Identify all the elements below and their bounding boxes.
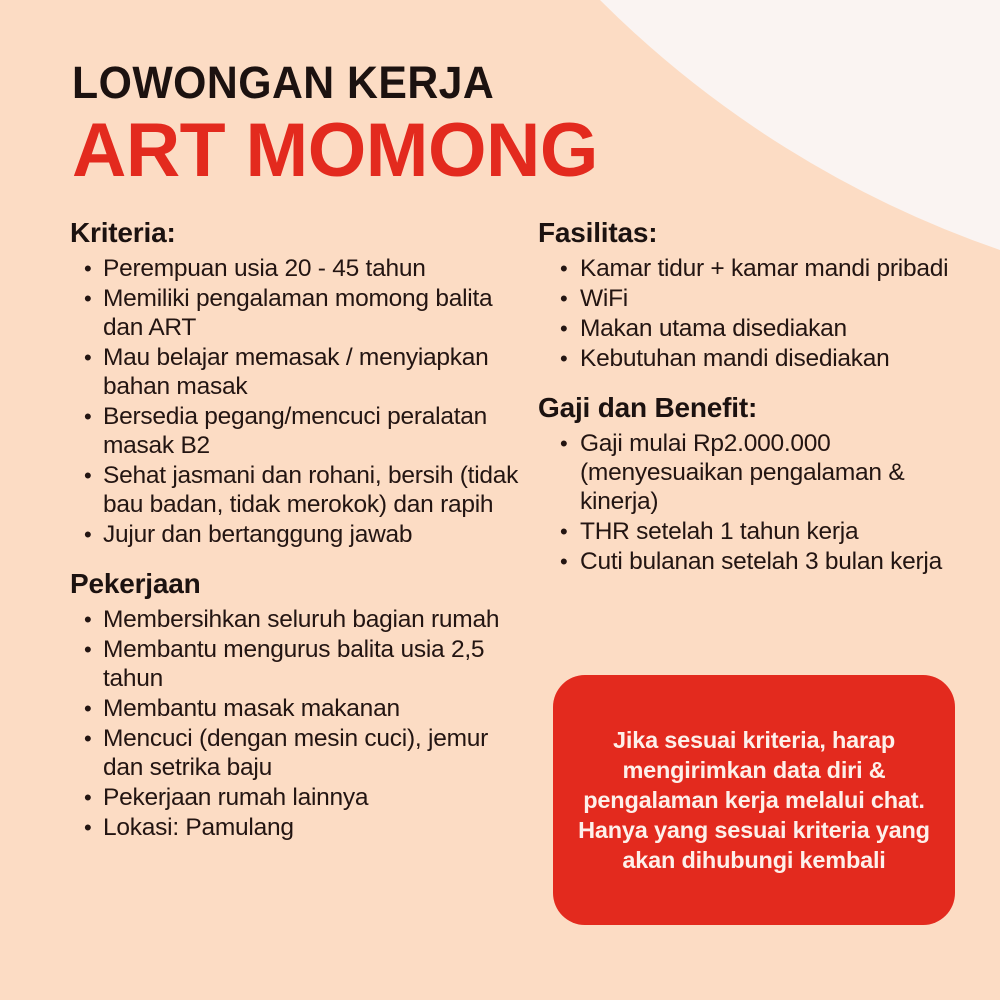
fasilitas-heading: Fasilitas: xyxy=(538,217,658,248)
list-item: • Mencuci (dengan mesin cuci), jemur dan setrika baju xyxy=(70,724,525,782)
list-item: • Bersedia pegang/mencuci peralatan masak B2 xyxy=(70,402,525,460)
left-column xyxy=(70,216,525,846)
list-item: • Kamar tidur + kamar mandi pribadi xyxy=(538,254,970,283)
list-item: • Mau belajar memasak / menyiapkan bahan masak xyxy=(70,343,525,401)
list-item: • Membantu masak makanan xyxy=(70,694,525,723)
kriteria-list xyxy=(70,254,525,549)
poster-header xyxy=(72,58,952,192)
header-subtitle: LOWONGAN KERJA xyxy=(72,57,495,108)
gaji-heading: Gaji dan Benefit: xyxy=(538,392,758,423)
pekerjaan-heading: Pekerjaan xyxy=(70,568,201,599)
fasilitas-list xyxy=(538,254,970,373)
list-item: • THR setelah 1 tahun kerja xyxy=(538,517,970,546)
list-item: • Membantu mengurus balita usia 2,5 tahun xyxy=(70,635,525,693)
section-gaji-benefit xyxy=(538,391,970,576)
section-fasilitas xyxy=(538,216,970,373)
right-column xyxy=(538,216,970,580)
list-item: • Sehat jasmani dan rohani, bersih (tidak bau badan, tidak merokok) dan rapih xyxy=(70,461,525,519)
list-item: • Makan utama disediakan xyxy=(538,314,970,343)
list-item: • Cuti bulanan setelah 3 bulan kerja xyxy=(538,547,970,576)
section-kriteria xyxy=(70,216,525,549)
list-item: • Pekerjaan rumah lainnya xyxy=(70,783,525,812)
list-item: • Perempuan usia 20 - 45 tahun xyxy=(70,254,525,283)
cta-text: Jika sesuai kriteria, harap mengirimkan data diri & pengalaman kerja melalui chat. Hanya yang sesuai kriteria yang akan dihubungi kembali xyxy=(578,727,930,873)
gaji-list xyxy=(538,429,970,576)
cta-card xyxy=(553,675,955,925)
list-item: • Jujur dan bertanggung jawab xyxy=(70,520,525,549)
section-pekerjaan xyxy=(70,567,525,842)
list-item: • Kebutuhan mandi disediakan xyxy=(538,344,970,373)
pekerjaan-list xyxy=(70,605,525,842)
list-item: • WiFi xyxy=(538,284,970,313)
list-item: • Gaji mulai Rp2.000.000 (menyesuaikan pengalaman & kinerja) xyxy=(538,429,970,516)
list-item: • Membersihkan seluruh bagian rumah xyxy=(70,605,525,634)
list-item: • Lokasi: Pamulang xyxy=(70,813,525,842)
header-title: ART MOMONG xyxy=(72,108,598,193)
kriteria-heading: Kriteria: xyxy=(70,217,176,248)
list-item: • Memiliki pengalaman momong balita dan ART xyxy=(70,284,525,342)
